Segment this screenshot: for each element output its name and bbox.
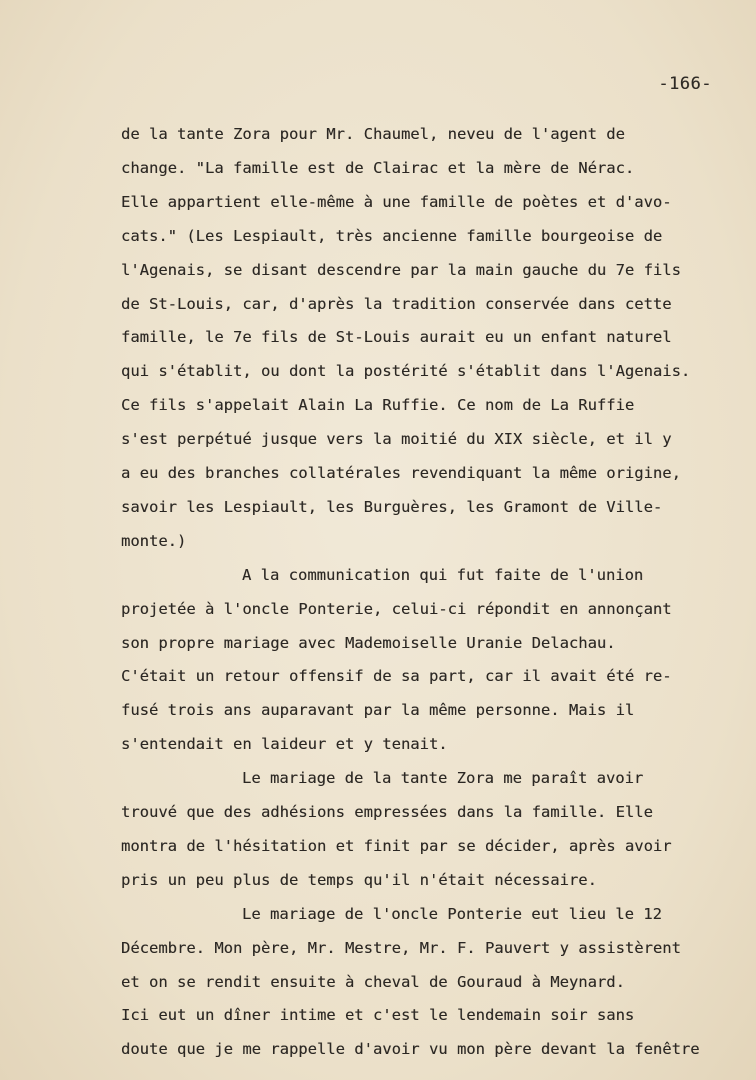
text-line: Décembre. Mon père, Mr. Mestre, Mr. F. Pauvert y assistèrent xyxy=(121,938,681,957)
text-line: montra de l'hésitation et finit par se décider, après avoir xyxy=(121,836,672,855)
text-line: Ici eut un dîner intime et c'est le lendemain soir sans xyxy=(121,1006,635,1025)
text-line: s'est perpétué jusque vers la moitié du XIX siècle, et il y xyxy=(121,430,672,449)
text-line: A la communication qui fut faite de l'union xyxy=(242,565,644,584)
text-line: Ce fils s'appelait Alain La Ruffie. Ce nom de La Ruffie xyxy=(121,396,635,415)
text-line: trouvé que des adhésions empressées dans la famille. Elle xyxy=(121,803,653,821)
text-line: s'entendait en laideur et y tenait. xyxy=(121,735,448,754)
text-line: monte.) xyxy=(121,531,187,550)
text-line: C'était un retour offensif de sa part, car il avait été re- xyxy=(121,667,672,686)
text-line: Elle appartient elle-même à une famille de poètes et d'avo- xyxy=(121,192,672,211)
text-line: de la tante Zora pour Mr. Chaumel, neveu de l'agent de xyxy=(121,125,625,143)
text-line: doute que je me rappelle d'avoir vu mon père devant la fenêtre xyxy=(121,1040,700,1059)
text-line: l'Agenais, se disant descendre par la main gauche du 7e fils xyxy=(121,260,681,279)
text-line: et on se rendit ensuite à cheval de Gouraud à Meynard. xyxy=(121,972,625,991)
text-line: change. "La famille est de Clairac et la mère de Nérac. xyxy=(121,158,635,177)
text-line: savoir les Lespiault, les Burguères, les Gramont de Ville- xyxy=(121,497,663,516)
text-line: cats." (Les Lespiault, très ancienne famille bourgeoise de xyxy=(121,226,663,245)
text-line: de St-Louis, car, d'après la tradition conservée dans cette xyxy=(121,294,672,313)
text-line: a eu des branches collatérales revendiquant la même origine, xyxy=(121,464,681,482)
text-line: Le mariage de l'oncle Ponterie eut lieu le 12 xyxy=(242,904,662,923)
text-line: pris un peu plus de temps qu'il n'était nécessaire. xyxy=(121,870,597,889)
text-line: projetée à l'oncle Ponterie, celui-ci répondit en annonçant xyxy=(121,599,672,618)
text-line: son propre mariage avec Mademoiselle Uranie Delachau. xyxy=(121,633,616,652)
page-number: -166- xyxy=(658,74,712,94)
text-line: famille, le 7e fils de St-Louis aurait eu un enfant naturel xyxy=(121,328,672,347)
text-line: qui s'établit, ou dont la postérité s'établit dans l'Agenais. xyxy=(121,362,691,381)
text-line: Le mariage de la tante Zora me paraît avoir xyxy=(242,769,644,788)
text-line: fusé trois ans auparavant par la même personne. Mais il xyxy=(121,701,635,720)
